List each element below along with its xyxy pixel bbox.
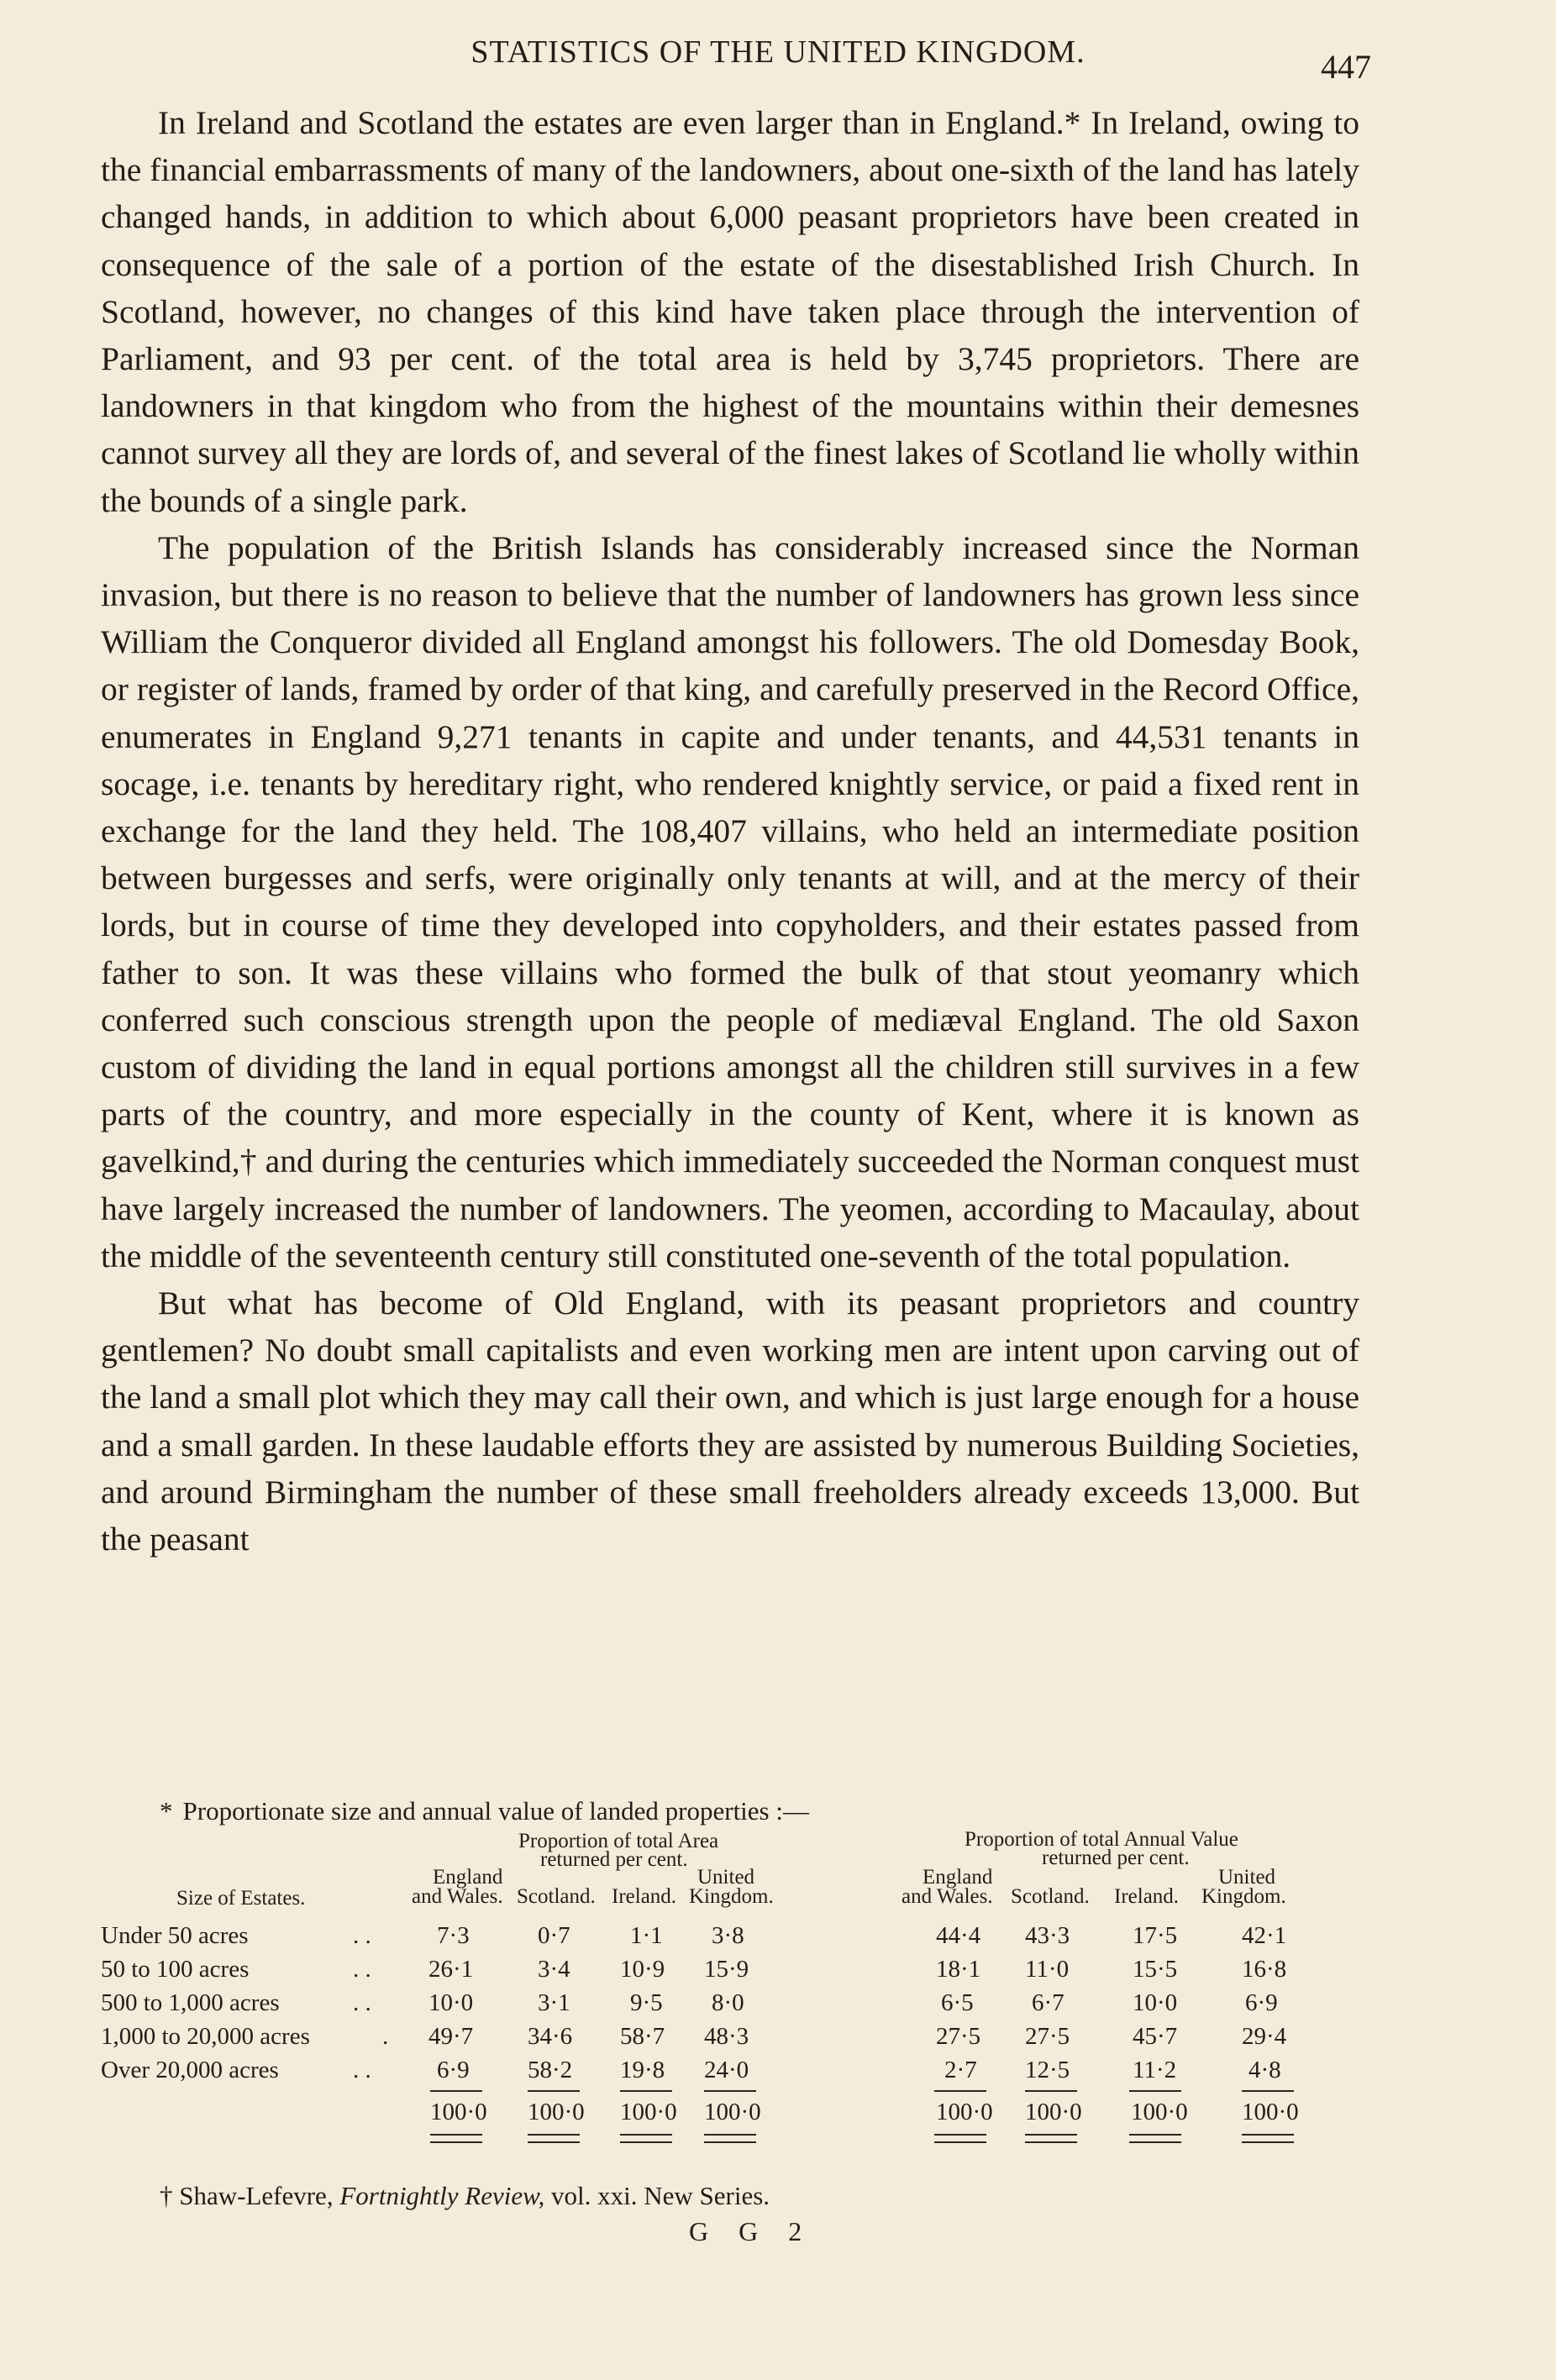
asterisk-mark: *: [160, 1796, 173, 1826]
sum-rule: [1025, 2090, 1077, 2092]
value-cell: 6·7: [1032, 1989, 1064, 2016]
row-label: 1,000 to 20,000 acres: [101, 2023, 310, 2050]
row-leader: .: [382, 2023, 389, 2050]
area-cell: 15·9: [704, 1956, 749, 1983]
value-cell: 43·3: [1025, 1922, 1070, 1949]
footnote-source: [160, 2181, 770, 2211]
area-total: 100·0: [704, 2099, 761, 2125]
col-scotland-header: Scotland.: [1011, 1885, 1090, 1908]
sum-rule: [1129, 2090, 1181, 2092]
row-label: 50 to 100 acres: [101, 1956, 250, 1983]
double-rule: [430, 2134, 482, 2143]
value-cell: 11·0: [1025, 1956, 1070, 1983]
value-cell: 29·4: [1242, 2023, 1287, 2050]
source-author: Shaw-Lefevre,: [179, 2181, 334, 2210]
value-group-subheader: returned per cent.: [1042, 1847, 1190, 1869]
double-rule: [934, 2134, 986, 2143]
area-cell: 0·7: [538, 1922, 570, 1949]
area-total: 100·0: [528, 2099, 585, 2125]
value-total: 100·0: [1242, 2099, 1299, 2125]
value-cell: 44·4: [936, 1922, 981, 1949]
area-cell: 58·7: [620, 2023, 665, 2050]
area-cell: 3·1: [538, 1989, 570, 2016]
sum-rule: [620, 2090, 672, 2092]
value-group-header: Proportion of total Annual Value: [965, 1828, 1238, 1851]
area-cell: 58·2: [528, 2057, 573, 2083]
row-leader: . .: [353, 1922, 371, 1949]
value-total: 100·0: [1025, 2099, 1082, 2125]
area-cell: 3·8: [712, 1922, 744, 1949]
area-cell: 1·1: [630, 1922, 663, 1949]
col-england-header: England: [433, 1866, 503, 1889]
dagger-mark: †: [160, 2181, 173, 2210]
value-cell: 4·8: [1248, 2057, 1281, 2083]
area-cell: 3·4: [538, 1956, 570, 1983]
value-cell: 42·1: [1242, 1922, 1287, 1949]
paragraph: But what has become of Old England, with its peasant proprietors and country gentlemen? No doubt small capitalists and even working men are intent upon carving out of the land a small plot which they may call their own, and which is just large enough for a house and a small garden. In these laudable efforts they are assisted by numerous Building Societies, and around Birmingham the number of these small freeholders already exceeds 13,000. But the peasant: [101, 1285, 1359, 1558]
area-cell: 26·1: [428, 1956, 474, 1983]
double-rule: [704, 2134, 756, 2143]
double-rule: [620, 2134, 672, 2143]
value-total: 100·0: [936, 2099, 993, 2125]
row-leader: . .: [353, 2057, 371, 2083]
col-scotland-header: Scotland.: [517, 1885, 596, 1908]
sum-rule: [1242, 2090, 1294, 2092]
paragraph: The population of the British Islands has considerably increased since the Norman invasion, but there is no reason to believe that the number of landowners has grown less since William the Conqueror divided all England amongst his followers. The old Domesday Book, or register of lands, framed by order of that king, and carefully preserved in the Record Office, enumerates in England 9,271 tenants in capite and under tenants, and 44,531 tenants in socage, i.e. tenants by hereditary right, who rendered knightly service, or paid a fixed rent in exchange for the land they held. The 108,407 villains, who held an intermediate position between burgesses and serfs, were originally only tenants at will, and at the mercy of their lords, but in course of time they developed into copyholders, and their estates passed from father to son. It was these villains who formed the bulk of that stout yeomanry which conferred such conscious strength upon the people of mediæval England. The old Saxon custom of dividing the land in equal portions amongst all the children still survives in a few parts of the country, and more especially in the county of Kent, where it is known as gavelkind,† and during the centuries which immediately succeeded the Norman conquest must have largely increased the number of landowners. The yeomen, according to Macaulay, about the middle of the seventeenth century still constituted one-seventh of the total population.: [101, 528, 1359, 1274]
col-england-subheader: and Wales.: [902, 1885, 993, 1908]
area-cell: 24·0: [704, 2057, 749, 2083]
row-label: Over 20,000 acres: [101, 2057, 279, 2083]
value-total: 100·0: [1131, 2099, 1188, 2125]
double-rule: [1242, 2134, 1294, 2143]
col-england-header: England: [923, 1866, 993, 1889]
sum-rule: [704, 2090, 756, 2092]
row-leader: . .: [353, 1956, 371, 1983]
area-total: 100·0: [430, 2099, 487, 2125]
area-cell: 48·3: [704, 2023, 749, 2050]
sum-rule: [934, 2090, 986, 2092]
value-cell: 10·0: [1133, 1989, 1178, 2016]
page-number: 447: [1321, 48, 1371, 86]
value-cell: 6·5: [941, 1989, 974, 2016]
sum-rule: [528, 2090, 580, 2092]
row-label: Under 50 acres: [101, 1922, 249, 1949]
double-rule: [1129, 2134, 1181, 2143]
area-cell: 34·6: [528, 2023, 573, 2050]
signature-mark: G G 2: [689, 2216, 814, 2246]
value-cell: 18·1: [936, 1956, 981, 1983]
paragraph: In Ireland and Scotland the estates are even larger than in England.* In Ireland, owing to the financial embarrassments of many of the landowners, about one-sixth of the land has lately changed hands, in addition to which about 6,000 peasant proprietors have been created in consequence of the sale of a portion of the estate of the disestablished Irish Church. In Scotland, however, no changes of this kind have taken place through the intervention of Parliament, and 93 per cent. of the total area is held by 3,745 proprietors. There are landowners in that kingdom who from the highest of the mountains within their demesnes cannot survey all they are lords of, and several of the finest lakes of Scotland lie wholly within the bounds of a single park.: [101, 104, 1359, 519]
value-cell: 2·7: [944, 2057, 977, 2083]
running-title: STATISTICS OF THE UNITED KINGDOM.: [470, 34, 1086, 70]
area-cell: 9·5: [630, 1989, 663, 2016]
area-cell: 49·7: [428, 2023, 474, 2050]
row-label: 500 to 1,000 acres: [101, 1989, 280, 2016]
value-cell: 45·7: [1133, 2023, 1178, 2050]
col-england-subheader: and Wales.: [412, 1885, 503, 1908]
footnote-intro-text: Proportionate size and annual value of landed properties :—: [182, 1796, 809, 1826]
source-details: vol. xxi. New Series.: [551, 2181, 770, 2210]
area-group-header: Proportion of total Area: [518, 1830, 719, 1852]
estates-table: [101, 1796, 1378, 2199]
value-cell: 6·9: [1245, 1989, 1278, 2016]
col-ireland-header: Ireland.: [1114, 1885, 1180, 1908]
body-text: [101, 99, 1359, 1563]
area-total: 100·0: [620, 2099, 677, 2125]
double-rule: [1025, 2134, 1077, 2143]
row-leader: . .: [353, 1989, 371, 2016]
area-group-subheader: returned per cent.: [540, 1848, 688, 1871]
col-ireland-header: Ireland.: [612, 1885, 677, 1908]
col-uk-subheader: Kingdom.: [1201, 1885, 1286, 1908]
area-cell: 10·9: [620, 1956, 665, 1983]
sum-rule: [430, 2090, 482, 2092]
area-cell: 6·9: [437, 2057, 470, 2083]
area-cell: 10·0: [428, 1989, 474, 2016]
source-journal: Fortnightly Review,: [339, 2181, 545, 2210]
area-cell: 7·3: [437, 1922, 470, 1949]
size-header: Size of Estates.: [176, 1887, 306, 1910]
col-uk-subheader: Kingdom.: [689, 1885, 774, 1908]
value-cell: 16·8: [1242, 1956, 1287, 1983]
value-cell: 11·2: [1133, 2057, 1177, 2083]
area-cell: 8·0: [712, 1989, 744, 2016]
col-uk-header: United: [1218, 1866, 1276, 1889]
value-cell: 17·5: [1133, 1922, 1178, 1949]
value-cell: 15·5: [1133, 1956, 1178, 1983]
value-cell: 27·5: [936, 2023, 981, 2050]
area-cell: 19·8: [620, 2057, 665, 2083]
value-cell: 12·5: [1025, 2057, 1070, 2083]
value-cell: 27·5: [1025, 2023, 1070, 2050]
double-rule: [528, 2134, 580, 2143]
col-uk-header: United: [697, 1866, 755, 1889]
